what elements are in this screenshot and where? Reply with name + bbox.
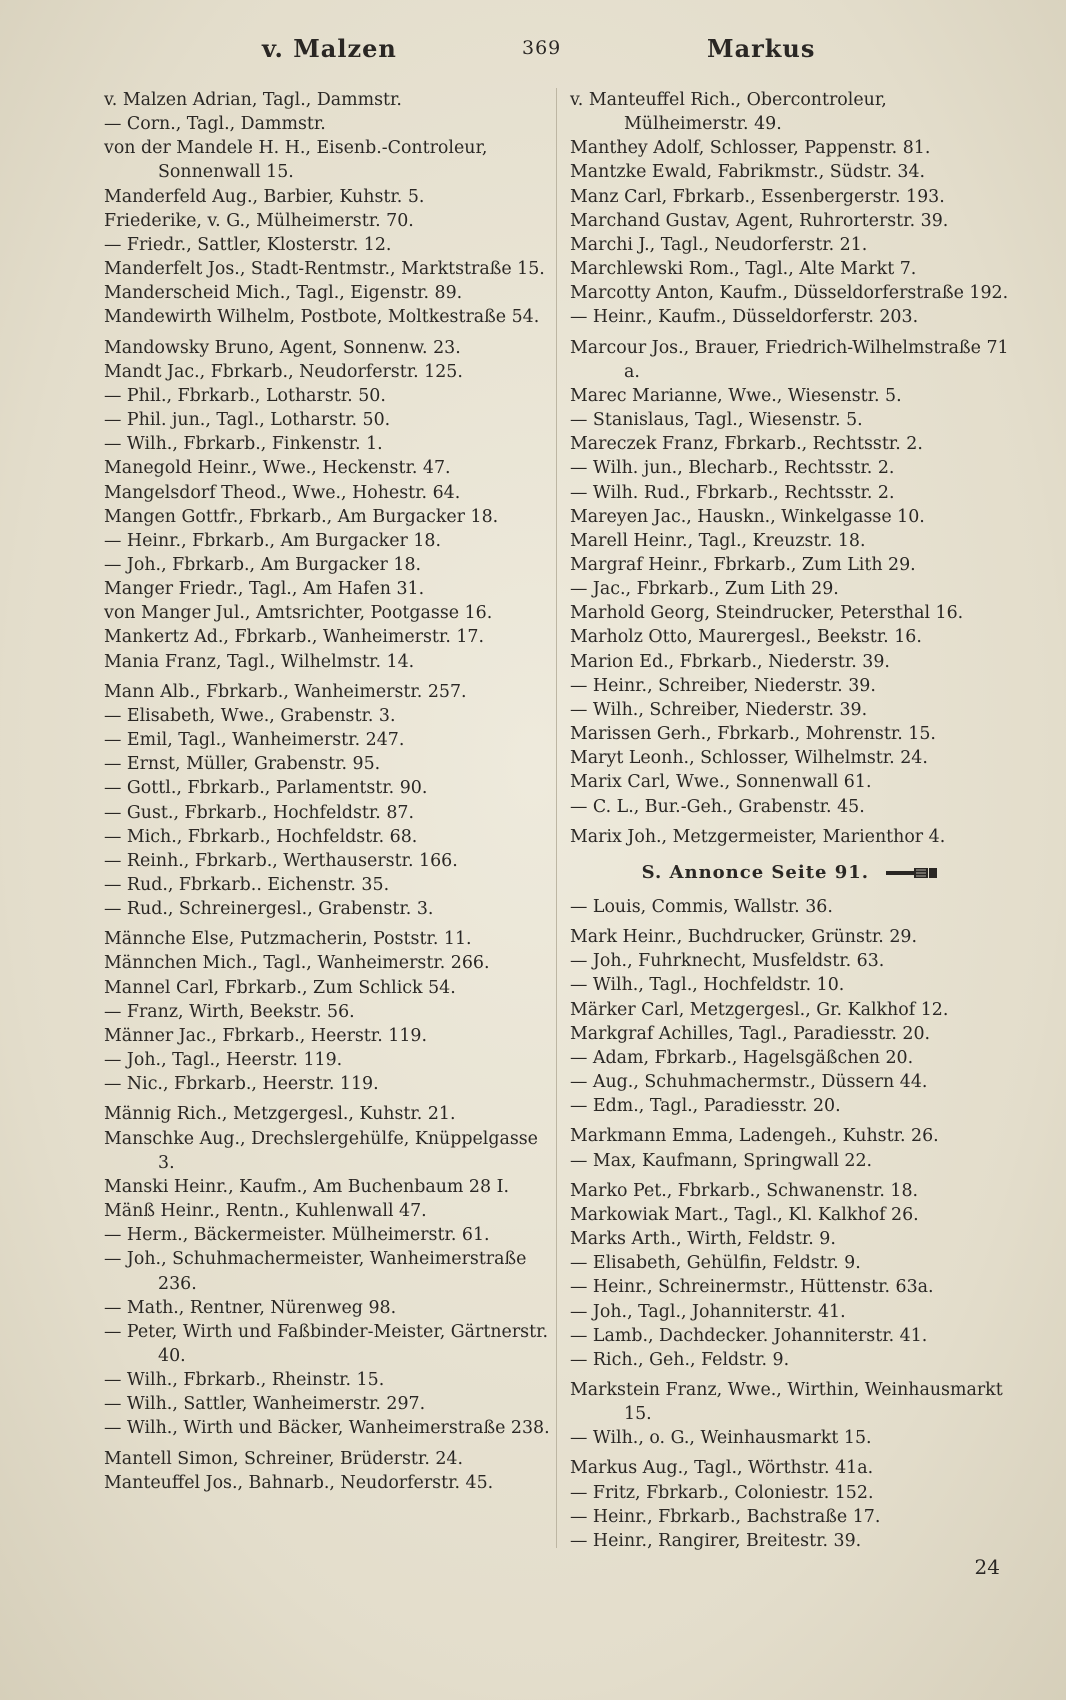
- directory-entry: — Heinr., Fbrkarb., Am Burgacker 18.: [104, 530, 442, 551]
- directory-entry: — Wilh., Sattler, Wanheimerstr. 297.: [104, 1394, 426, 1415]
- directory-entry: Manderfeld Aug., Barbier, Kuhstr. 5.: [104, 186, 425, 207]
- directory-entry: — Herm., Bäckermeister. Mülheimerstr. 61.: [104, 1225, 490, 1246]
- directory-entry: — Heinr., Schreinermstr., Hüttenstr. 63a.: [570, 1277, 934, 1298]
- directory-entry: — Lamb., Dachdecker. Johanniterstr. 41.: [570, 1325, 928, 1346]
- directory-entry: — Elisabeth, Gehülfin, Feldstr. 9.: [570, 1253, 861, 1274]
- directory-entry: — Adam, Fbrkarb., Hagelsgäßchen 20.: [570, 1047, 914, 1068]
- directory-entry: — Wilh., Fbrkarb., Finkenstr. 1.: [104, 434, 383, 455]
- directory-entry: Marion Ed., Fbrkarb., Niederstr. 39.: [570, 651, 890, 672]
- directory-entry: — Joh., Schuhmachermeister, Wanheimerstraße 236.: [104, 1249, 527, 1294]
- right-column-bottom: [570, 895, 1010, 1553]
- directory-entry: — Aug., Schuhmachermstr., Düssern 44.: [570, 1072, 928, 1093]
- directory-entry: Margraf Heinr., Fbrkarb., Zum Lith 29.: [570, 554, 916, 575]
- directory-entry: Marholz Otto, Maurergesl., Beekstr. 16.: [570, 627, 922, 648]
- directory-entry: — Wilh., o. G., Weinhausmarkt 15.: [570, 1428, 872, 1449]
- directory-entry: — Stanislaus, Tagl., Wiesenstr. 5.: [570, 410, 863, 431]
- directory-entry: — Edm., Tagl., Paradiesstr. 20.: [570, 1096, 841, 1117]
- directory-entry: — Max, Kaufmann, Springwall 22.: [570, 1150, 873, 1171]
- directory-entry: Mangelsdorf Theod., Wwe., Hohestr. 64.: [104, 482, 461, 503]
- directory-entry: — Emil, Tagl., Wanheimerstr. 247.: [104, 730, 405, 751]
- directory-entry: Markgraf Achilles, Tagl., Paradiesstr. 20.: [570, 1023, 931, 1044]
- directory-entry: Mareczek Franz, Fbrkarb., Rechtsstr. 2.: [570, 434, 923, 455]
- directory-entry: Manderscheid Mich., Tagl., Eigenstr. 89.: [104, 283, 463, 304]
- directory-entry: Markowiak Mart., Tagl., Kl. Kalkhof 26.: [570, 1204, 919, 1225]
- directory-entry: — Reinh., Fbrkarb., Werthauserstr. 166.: [104, 850, 458, 871]
- directory-entry: — Wilh. Rud., Fbrkarb., Rechtsstr. 2.: [570, 482, 895, 503]
- directory-entry: Mareyen Jac., Hauskn., Winkelgasse 10.: [570, 506, 925, 527]
- directory-entry: — Corn., Tagl., Dammstr.: [104, 114, 326, 135]
- directory-entry: von Manger Jul., Amtsrichter, Pootgasse 16.: [104, 603, 493, 624]
- directory-entry: — Wilh. jun., Blecharb., Rechtsstr. 2.: [570, 458, 895, 479]
- directory-entry: Manz Carl, Fbrkarb., Essenbergerstr. 193.: [570, 186, 945, 207]
- directory-entry: Mann Alb., Fbrkarb., Wanheimerstr. 257.: [104, 681, 467, 702]
- directory-entry: Manschke Aug., Drechslergehülfe, Knüppelgasse 3.: [104, 1128, 538, 1173]
- directory-entry: — Friedr., Sattler, Klosterstr. 12.: [104, 234, 392, 255]
- directory-entry: Männche Else, Putzmacherin, Poststr. 11.: [104, 929, 472, 950]
- directory-entry: — Joh., Fbrkarb., Am Burgacker 18.: [104, 554, 422, 575]
- annonce-note: [570, 861, 1010, 885]
- pointing-hand-icon: [884, 866, 938, 880]
- directory-entry: Manegold Heinr., Wwe., Heckenstr. 47.: [104, 458, 451, 479]
- directory-entry: Mannel Carl, Fbrkarb., Zum Schlick 54.: [104, 977, 456, 998]
- directory-entry: — Mich., Fbrkarb., Hochfeldstr. 68.: [104, 826, 418, 847]
- directory-entry: Manthey Adolf, Schlosser, Pappenstr. 81.: [570, 138, 931, 159]
- directory-entry: Mantzke Ewald, Fabrikmstr., Südstr. 34.: [570, 162, 926, 183]
- directory-entry: — Gust., Fbrkarb., Hochfeldstr. 87.: [104, 802, 414, 823]
- directory-entry: — Louis, Commis, Wallstr. 36.: [570, 897, 833, 917]
- directory-entry: Marchand Gustav, Agent, Ruhrorterstr. 39.: [570, 210, 949, 231]
- directory-entry: Marchlewski Rom., Tagl., Alte Markt 7.: [570, 259, 917, 280]
- right-column: [570, 88, 1010, 1553]
- header-page-number: 369: [522, 37, 562, 59]
- directory-entry: Marko Pet., Fbrkarb., Schwanenstr. 18.: [570, 1180, 919, 1201]
- directory-entry: Mark Heinr., Buchdrucker, Grünstr. 29.: [570, 927, 917, 948]
- directory-entry: Mania Franz, Tagl., Wilhelmstr. 14.: [104, 651, 415, 672]
- directory-entry: von der Mandele H. H., Eisenb.-Controleur, Sonnenwall 15.: [104, 138, 488, 183]
- directory-entry: Männig Rich., Metzgergesl., Kuhstr. 21.: [104, 1104, 456, 1125]
- directory-entry: Markstein Franz, Wwe., Wirthin, Weinhausmarkt 15.: [570, 1379, 1003, 1425]
- directory-entry: — Math., Rentner, Nürenweg 98.: [104, 1297, 397, 1318]
- directory-entry: v. Manteuffel Rich., Obercontroleur, Mülheimerstr. 49.: [570, 90, 887, 135]
- directory-entry: — Rud., Schreinergesl., Grabenstr. 3.: [104, 899, 434, 920]
- directory-entry: Märker Carl, Metzgergesl., Gr. Kalkhof 12.: [570, 999, 949, 1020]
- directory-entry: — Elisabeth, Wwe., Grabenstr. 3.: [104, 705, 396, 726]
- directory-entry: — Wilh., Tagl., Hochfeldstr. 10.: [570, 975, 845, 996]
- directory-entry: Mangen Gottfr., Fbrkarb., Am Burgacker 18.: [104, 506, 499, 527]
- directory-entry: Marix Carl, Wwe., Sonnenwall 61.: [570, 772, 872, 793]
- directory-entry: Mantell Simon, Schreiner, Brüderstr. 24.: [104, 1448, 464, 1469]
- page-header: [0, 34, 1066, 74]
- directory-entry: — Heinr., Kaufm., Düsseldorferstr. 203.: [570, 307, 919, 328]
- directory-entry: — Franz, Wirth, Beekstr. 56.: [104, 1001, 355, 1022]
- directory-entry: — Peter, Wirth und Faßbinder-Meister, Gärtnerstr. 40.: [104, 1321, 549, 1366]
- directory-entry: — Jac., Fbrkarb., Zum Lith 29.: [570, 579, 839, 600]
- directory-entry: Manderfelt Jos., Stadt-Rentmstr., Marktstraße 15.: [104, 259, 545, 280]
- directory-entry: v. Malzen Adrian, Tagl., Dammstr.: [104, 90, 402, 110]
- directory-entry: — Wilh., Wirth und Bäcker, Wanheimerstraße 238.: [104, 1418, 550, 1439]
- directory-entry: — Fritz, Fbrkarb., Coloniestr. 152.: [570, 1482, 874, 1503]
- left-column: [104, 88, 554, 1495]
- directory-entry: Friederike, v. G., Mülheimerstr. 70.: [104, 210, 414, 231]
- directory-entry: — Gottl., Fbrkarb., Parlamentstr. 90.: [104, 778, 428, 799]
- directory-entry: Manteuffel Jos., Bahnarb., Neudorferstr. 45.: [104, 1472, 494, 1493]
- directory-entry: Marcotty Anton, Kaufm., Düsseldorferstraße 192.: [570, 283, 1009, 304]
- header-right-keyword: Markus: [707, 34, 816, 63]
- directory-entry: — Phil. jun., Tagl., Lotharstr. 50.: [104, 410, 391, 431]
- directory-entry: Marell Heinr., Tagl., Kreuzstr. 18.: [570, 530, 866, 551]
- directory-entry: Männchen Mich., Tagl., Wanheimerstr. 266.: [104, 953, 490, 974]
- directory-entry: — Rud., Fbrkarb.. Eichenstr. 35.: [104, 875, 390, 895]
- directory-entry: Marec Marianne, Wwe., Wiesenstr. 5.: [570, 385, 902, 406]
- directory-entry: — Heinr., Fbrkarb., Bachstraße 17.: [570, 1506, 881, 1527]
- directory-entry: — Heinr., Rangirer, Breitestr. 39.: [570, 1530, 862, 1551]
- directory-entry: Mankertz Ad., Fbrkarb., Wanheimerstr. 17.: [104, 627, 485, 648]
- directory-entry: Marchi J., Tagl., Neudorferstr. 21.: [570, 234, 868, 255]
- footer-page-number: 24: [974, 1555, 1000, 1579]
- directory-entry: Marcour Jos., Brauer, Friedrich-Wilhelmstraße 71 a.: [570, 337, 1009, 382]
- directory-entry: Markus Aug., Tagl., Wörthstr. 41a.: [570, 1458, 874, 1479]
- directory-entry: — Ernst, Müller, Grabenstr. 95.: [104, 754, 381, 775]
- directory-entry: Mandewirth Wilhelm, Postbote, Moltkestraße 54.: [104, 307, 540, 328]
- right-column-top: [570, 88, 1010, 849]
- directory-entry: — Joh., Tagl., Heerstr. 119.: [104, 1050, 343, 1071]
- directory-entry: — Phil., Fbrkarb., Lotharstr. 50.: [104, 385, 386, 406]
- directory-entry: — Nic., Fbrkarb., Heerstr. 119.: [104, 1074, 379, 1095]
- annonce-text: S. Annonce Seite 91.: [641, 861, 870, 883]
- directory-entry: Männer Jac., Fbrkarb., Heerstr. 119.: [104, 1025, 427, 1046]
- directory-entry: — Joh., Tagl., Johanniterstr. 41.: [570, 1301, 846, 1322]
- directory-entry: Marks Arth., Wirth, Feldstr. 9.: [570, 1229, 836, 1250]
- directory-entry: Mandt Jac., Fbrkarb., Neudorferstr. 125.: [104, 361, 463, 382]
- directory-entry: Marix Joh., Metzgermeister, Marienthor 4.: [570, 826, 946, 847]
- directory-entry: — Wilh., Fbrkarb., Rheinstr. 15.: [104, 1370, 385, 1391]
- directory-entry: — Wilh., Schreiber, Niederstr. 39.: [570, 699, 868, 720]
- directory-entry: Marhold Georg, Steindrucker, Petersthal 16.: [570, 603, 964, 624]
- directory-entry: Mänß Heinr., Rentn., Kuhlenwall 47.: [104, 1201, 427, 1222]
- directory-entry: Markmann Emma, Ladengeh., Kuhstr. 26.: [570, 1126, 939, 1147]
- directory-entry: Mandowsky Bruno, Agent, Sonnenw. 23.: [104, 337, 461, 358]
- directory-entry: Manski Heinr., Kaufm., Am Buchenbaum 28 I.: [104, 1176, 509, 1197]
- directory-entry: — Joh., Fuhrknecht, Musfeldstr. 63.: [570, 951, 885, 972]
- directory-entry: — Heinr., Schreiber, Niederstr. 39.: [570, 675, 876, 696]
- directory-entry: — C. L., Bur.-Geh., Grabenstr. 45.: [570, 796, 865, 817]
- directory-entry: Marissen Gerh., Fbrkarb., Mohrenstr. 15.: [570, 724, 936, 745]
- directory-entry: Maryt Leonh., Schlosser, Wilhelmstr. 24.: [570, 748, 928, 769]
- directory-entry: — Rich., Geh., Feldstr. 9.: [570, 1349, 790, 1370]
- column-divider: [556, 88, 557, 1548]
- header-left-keyword: v. Malzen: [262, 34, 397, 63]
- directory-entry: Manger Friedr., Tagl., Am Hafen 31.: [104, 579, 425, 600]
